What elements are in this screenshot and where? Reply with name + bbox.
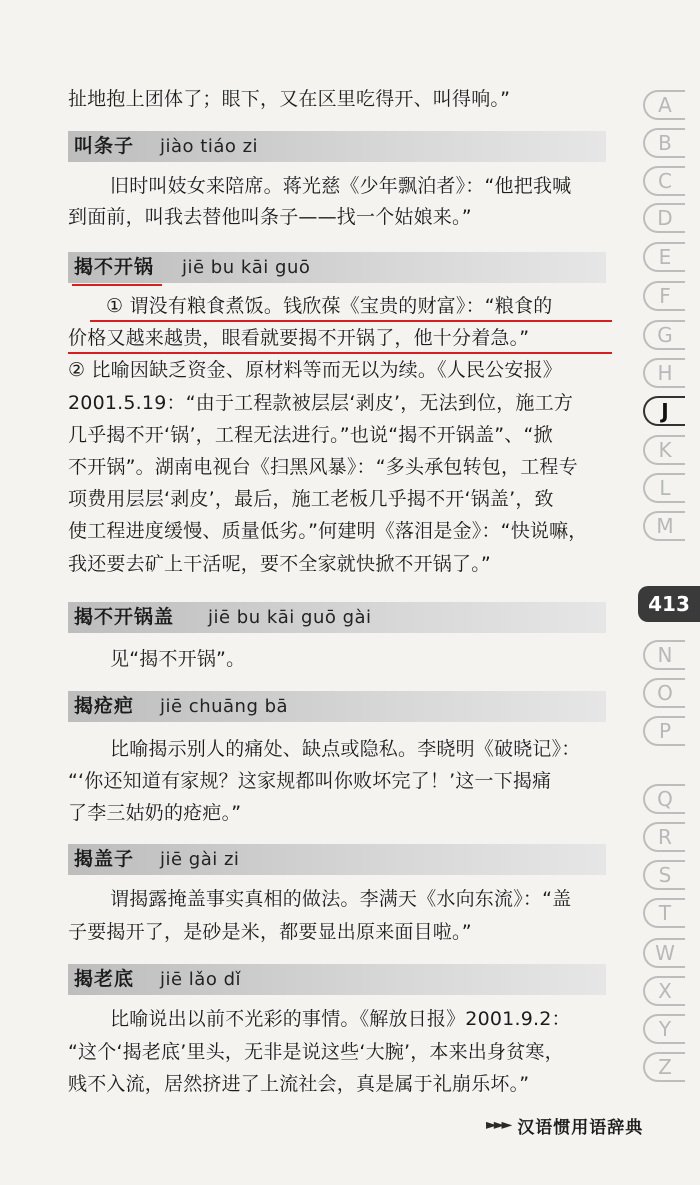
text-line: “这个‘揭老底’里头，无非是说这些‘大腕’，本来出身贫寒， (68, 1041, 564, 1063)
entry-header (68, 964, 606, 995)
entry-headword: 揭老底 (74, 968, 135, 990)
book-title: 汉语惯用语辞典 (517, 1117, 644, 1138)
entry-header (68, 844, 606, 875)
tab-j[interactable]: J (643, 396, 685, 426)
text-line: 价格又越来越贵，眼看就要揭不开锅了，他十分着急。” (68, 327, 530, 349)
entry-pinyin: jiào tiáo zi (160, 136, 259, 157)
tab-s[interactable]: S (643, 860, 685, 890)
text-line: ① 谓没有粮食煮饭。钱欣葆《宝贵的财富》：“粮食的 (106, 295, 553, 317)
tab-z[interactable]: Z (643, 1052, 685, 1082)
text-line: 几乎揭不开‘锅’，工程无法进行。”也说“揭不开锅盖”、“掀 (68, 424, 553, 446)
text-line: 谓揭露掩盖事实真相的做法。李满天《水向东流》：“盖 (110, 888, 572, 910)
page-number: 413 (638, 586, 700, 622)
text-line: 使工程进度缓慢、质量低劣。”何建明《落泪是金》：“快说嘛， (68, 520, 588, 542)
text-line: 2001.5.19：“由于工程款被层层‘剥皮’，无法到位，施工方 (68, 392, 574, 414)
entry-pinyin: jiē lǎo dǐ (160, 969, 241, 990)
tab-o[interactable]: O (643, 678, 685, 708)
entry-headword: 揭疮疤 (74, 695, 135, 717)
tab-k[interactable]: K (643, 435, 685, 465)
tab-h[interactable]: H (643, 358, 685, 388)
text-line: 扯地抱上团体了；眼下，又在区里吃得开、叫得响。” (68, 88, 511, 110)
entry-headword: 揭不开锅盖 (74, 606, 175, 628)
text-line: 贱不入流，居然挤进了上流社会，真是属于礼崩乐坏。” (68, 1073, 530, 1095)
tab-r[interactable]: R (643, 822, 685, 852)
text-line: 到面前，叫我去替他叫条子——找一个姑娘来。” (68, 206, 472, 228)
entry-pinyin: jiē bu kāi guō gài (208, 607, 372, 628)
tab-a[interactable]: A (643, 90, 685, 120)
entry-header (68, 131, 606, 162)
entry-header (68, 252, 606, 283)
tab-b[interactable]: B (643, 128, 685, 158)
headword-underline (72, 284, 162, 286)
text-line: 子要揭开了，是砂是米，都要显出原来面目啦。” (68, 921, 472, 943)
text-line: 比喻揭示别人的痛处、缺点或隐私。李晓明《破晓记》： (110, 738, 581, 760)
tab-n[interactable]: N (643, 640, 685, 670)
tab-x[interactable]: X (643, 976, 685, 1006)
tab-q[interactable]: Q (643, 784, 685, 814)
text-line: 比喻说出以前不光彩的事情。《解放日报》2001.9.2： (110, 1008, 571, 1030)
entry-pinyin: jiē bu kāi guō (182, 257, 311, 278)
tab-c[interactable]: C (643, 166, 685, 196)
text-line: 见“揭不开锅”。 (110, 648, 246, 670)
tab-w[interactable]: W (643, 938, 685, 968)
entry-pinyin: jiē chuāng bā (160, 696, 289, 717)
text-line: 不开锅”。湖南电视台《扫黑风暴》：“多头承包转包，工程专 (68, 456, 578, 478)
tab-y[interactable]: Y (643, 1014, 685, 1044)
entry-headword: 揭盖子 (74, 848, 135, 870)
tab-f[interactable]: F (643, 281, 685, 311)
entry-pinyin: jiē gài zi (160, 849, 240, 870)
tab-t[interactable]: T (643, 898, 685, 928)
text-line: 我还要去矿上干活呢，要不全家就快掀不开锅了。” (68, 553, 491, 575)
footer (486, 1110, 643, 1140)
tab-d[interactable]: D (643, 203, 685, 233)
text-line: ② 比喻因缺乏资金、原材料等而无以为续。《人民公安报》 (68, 359, 562, 381)
text-line: 旧时叫妓女来陪席。蒋光慈《少年飘泊者》：“他把我喊 (110, 175, 572, 197)
entry-headword: 揭不开锅 (74, 256, 155, 278)
entry-header (68, 602, 606, 633)
tab-g[interactable]: G (643, 320, 685, 350)
text-line: 项费用层层‘剥皮’，最后，施工老板几乎揭不开‘锅盖’，致 (68, 488, 554, 510)
quote-underline (90, 320, 612, 322)
entry-headword: 叫条子 (74, 135, 135, 157)
tab-e[interactable]: E (643, 242, 685, 272)
tab-p[interactable]: P (643, 716, 685, 746)
text-line: 了李三姑奶的疮疤。” (68, 802, 242, 824)
quote-underline (68, 352, 612, 354)
tab-l[interactable]: L (643, 473, 685, 503)
arrow-icon: ►►► (486, 1117, 510, 1133)
tab-m[interactable]: M (643, 511, 685, 541)
text-line: “‘你还知道有家规？这家规都叫你败坏完了！’这一下揭痛 (68, 770, 552, 792)
entry-header (68, 691, 606, 722)
